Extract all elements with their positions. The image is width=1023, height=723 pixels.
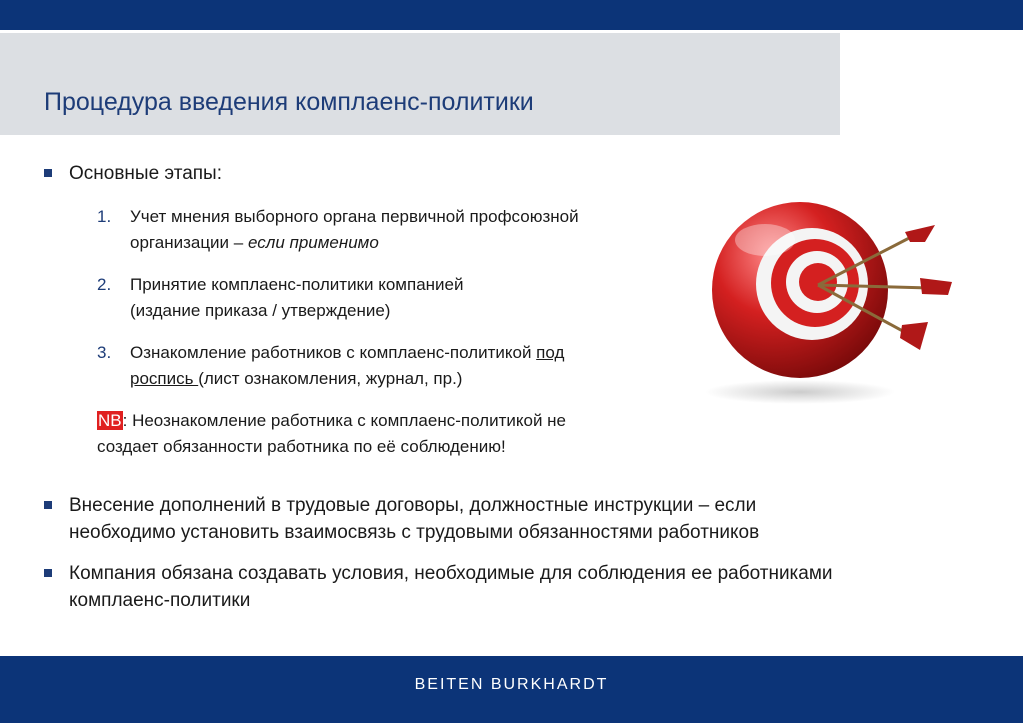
bullet-contracts bbox=[69, 492, 759, 546]
bullet-company-obligation bbox=[69, 560, 833, 614]
step-1 bbox=[97, 204, 111, 230]
step-1-text bbox=[130, 204, 579, 256]
nb-line1-text: : Неознакомление работника с комплаенс-политикой не bbox=[122, 411, 567, 430]
bullet-marker bbox=[44, 169, 52, 177]
bullet-main-stages: Основные этапы: bbox=[69, 163, 222, 184]
step-number: 1. bbox=[97, 207, 112, 226]
bullet-marker bbox=[44, 501, 52, 509]
step-3-line1-text: Ознакомление работников с комплаенс-политикой bbox=[130, 343, 537, 362]
bullet-marker bbox=[44, 569, 52, 577]
bullet-contracts-line2: необходимо установить взаимосвязь с трудовыми обязанностями работников bbox=[69, 522, 760, 543]
step-3-text bbox=[130, 340, 564, 392]
step-2 bbox=[97, 272, 111, 298]
step-3 bbox=[97, 340, 111, 366]
title-band bbox=[0, 33, 840, 135]
step-number: 3. bbox=[97, 343, 112, 362]
step-3-line1 bbox=[130, 340, 564, 366]
step-1-note: если применимо bbox=[247, 233, 379, 252]
step-3-underlined-2: роспись bbox=[130, 369, 199, 388]
step-3-underlined: под bbox=[536, 343, 565, 362]
top-bar bbox=[0, 0, 1023, 30]
step-1-line2 bbox=[130, 230, 579, 256]
footer-brand: BEITEN BURKHARDT bbox=[414, 676, 609, 693]
nb-badge: NB bbox=[98, 411, 122, 430]
nb-line2: создает обязанности работника по её соблюдению! bbox=[97, 437, 506, 456]
step-3-line2-text: (лист ознакомления, журнал, пр.) bbox=[198, 369, 463, 388]
step-1-line1: Учет мнения выборного органа первичной профсоюзной bbox=[130, 207, 579, 226]
step-number: 2. bbox=[97, 275, 112, 294]
page-title: Процедура введения комплаенс-политики bbox=[44, 88, 534, 116]
bullet-company-line2: комплаенс-политики bbox=[69, 590, 251, 611]
step-3-line2 bbox=[130, 366, 564, 392]
bullet-contracts-line1: Внесение дополнений в трудовые договоры, должностные инструкции – если bbox=[69, 495, 757, 516]
bullet-company-line1: Компания обязана создавать условия, необходимые для соблюдения ее работниками bbox=[69, 563, 833, 584]
nb-line1 bbox=[97, 408, 566, 434]
step-1-line2-text: организации – bbox=[130, 233, 248, 252]
step-2-line1: Принятие комплаенс-политики компанией bbox=[130, 275, 464, 294]
nb-note bbox=[97, 408, 566, 460]
step-2-line2: (издание приказа / утверждение) bbox=[130, 301, 391, 320]
step-2-text bbox=[130, 272, 463, 324]
target-icon bbox=[690, 170, 1010, 430]
